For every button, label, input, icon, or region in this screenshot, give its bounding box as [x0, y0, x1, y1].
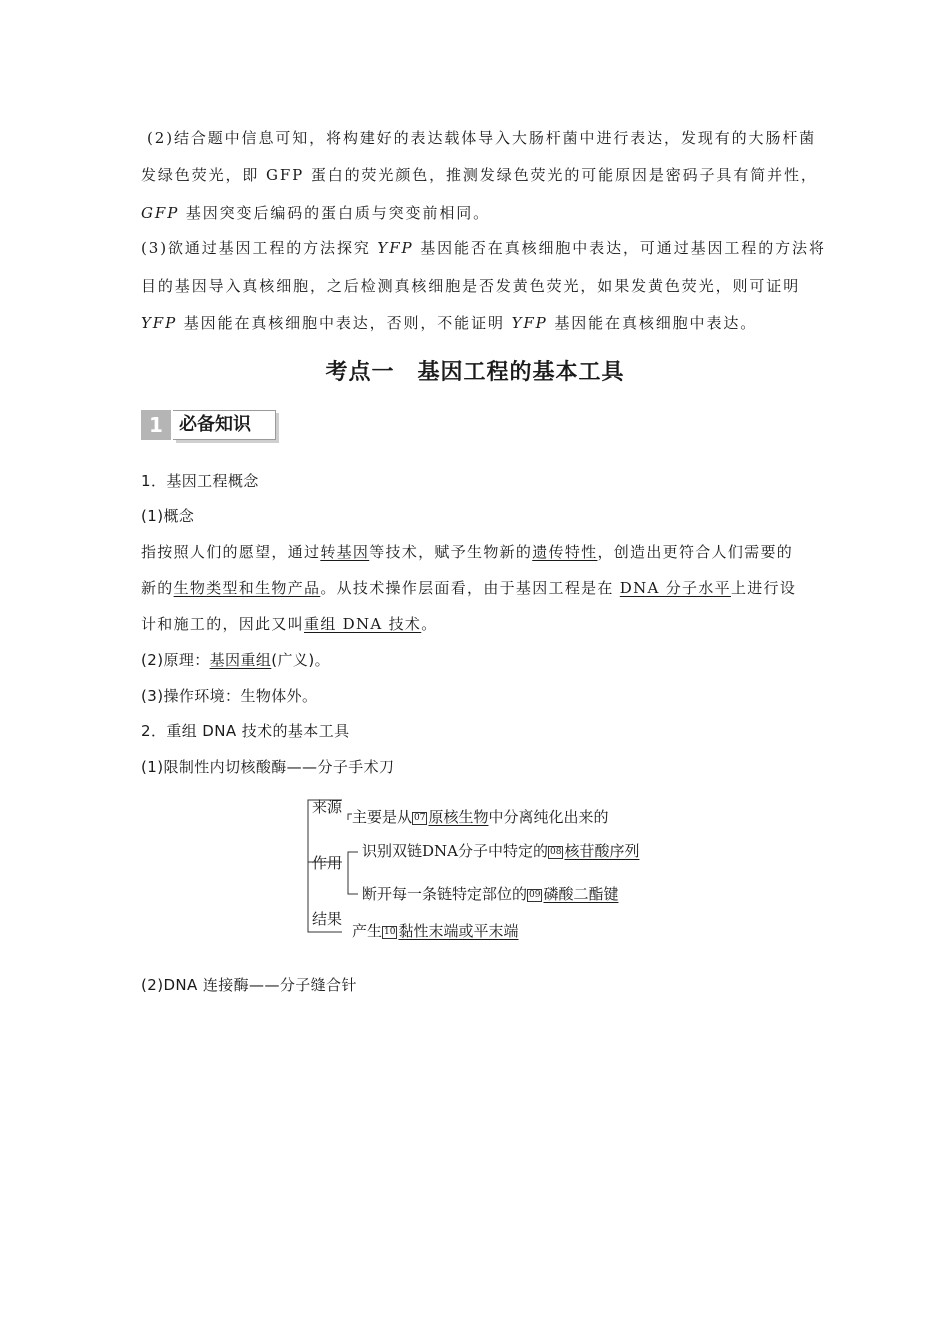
s1-title: 1．基因工程概念	[141, 472, 259, 490]
diagram-result-row: 产生 10 黏性末端或平末端	[352, 922, 519, 940]
para2-line2: 发绿色荧光，即 GFP 蛋白的荧光颜色，推测发绿色荧光的可能原因是密码子具有简并性，	[141, 166, 818, 184]
s1-sub2: (2)原理：基因重组(广义)。	[141, 651, 330, 669]
para3-line1: (3)欲通过基因工程的方法探究 YFP 基因能否在真核细胞中表达，可通过基因工程的方法将	[141, 239, 826, 257]
s2-sub1: (1)限制性内切核酸酶——分子手术刀	[141, 758, 395, 776]
diagram-source-row: 主要是从 07 原核生物中分离纯化出来的	[352, 808, 609, 826]
badge-text: 必备知识	[173, 410, 276, 440]
diagram-function-label: 作用	[312, 854, 343, 872]
badge-number: 1	[141, 410, 171, 440]
restriction-enzyme-diagram	[300, 790, 680, 950]
diagram-function-row1: 识别双链DNA分子中特定的 08 核苷酸序列	[362, 842, 640, 860]
diagram-source-label: 来源	[312, 798, 343, 816]
para2-line1: (2)结合题中信息可知，将构建好的表达载体导入大肠杆菌中进行表达，发现有的大肠杆菌	[147, 129, 817, 147]
diagram-function-row2: 断开每一条链特定部位的 09 磷酸二酯键	[362, 885, 619, 903]
s2-title: 2．重组 DNA 技术的基本工具	[141, 722, 350, 740]
para3-line2: 目的基因导入真核细胞，之后检测真核细胞是否发黄色荧光，如果发黄色荧光，则可证明	[141, 277, 801, 295]
s1-p1: 指按照人们的愿望，通过转基因等技术，赋予生物新的遗传特性，创造出更符合人们需要的	[141, 543, 794, 561]
s1-p2: 新的生物类型和生物产品。从技术操作层面看，由于基因工程是在 DNA 分子水平上进行设	[141, 579, 797, 597]
s1-sub1: (1)概念	[141, 507, 195, 525]
s1-p3: 计和施工的，因此又叫重组 DNA 技术。	[141, 615, 438, 633]
knowledge-badge	[141, 410, 274, 440]
s2-sub2: (2)DNA 连接酶——分子缝合针	[141, 976, 357, 994]
para3-line3: YFP 基因能在真核细胞中表达，否则，不能证明 YFP 基因能在真核细胞中表达。	[141, 314, 758, 332]
diagram-result-label: 结果	[312, 910, 343, 928]
s1-sub3: (3)操作环境：生物体外。	[141, 687, 318, 705]
para2-line3: GFP 基因突变后编码的蛋白质与突变前相同。	[141, 204, 491, 222]
section-heading: 考点一 基因工程的基本工具	[325, 360, 625, 385]
